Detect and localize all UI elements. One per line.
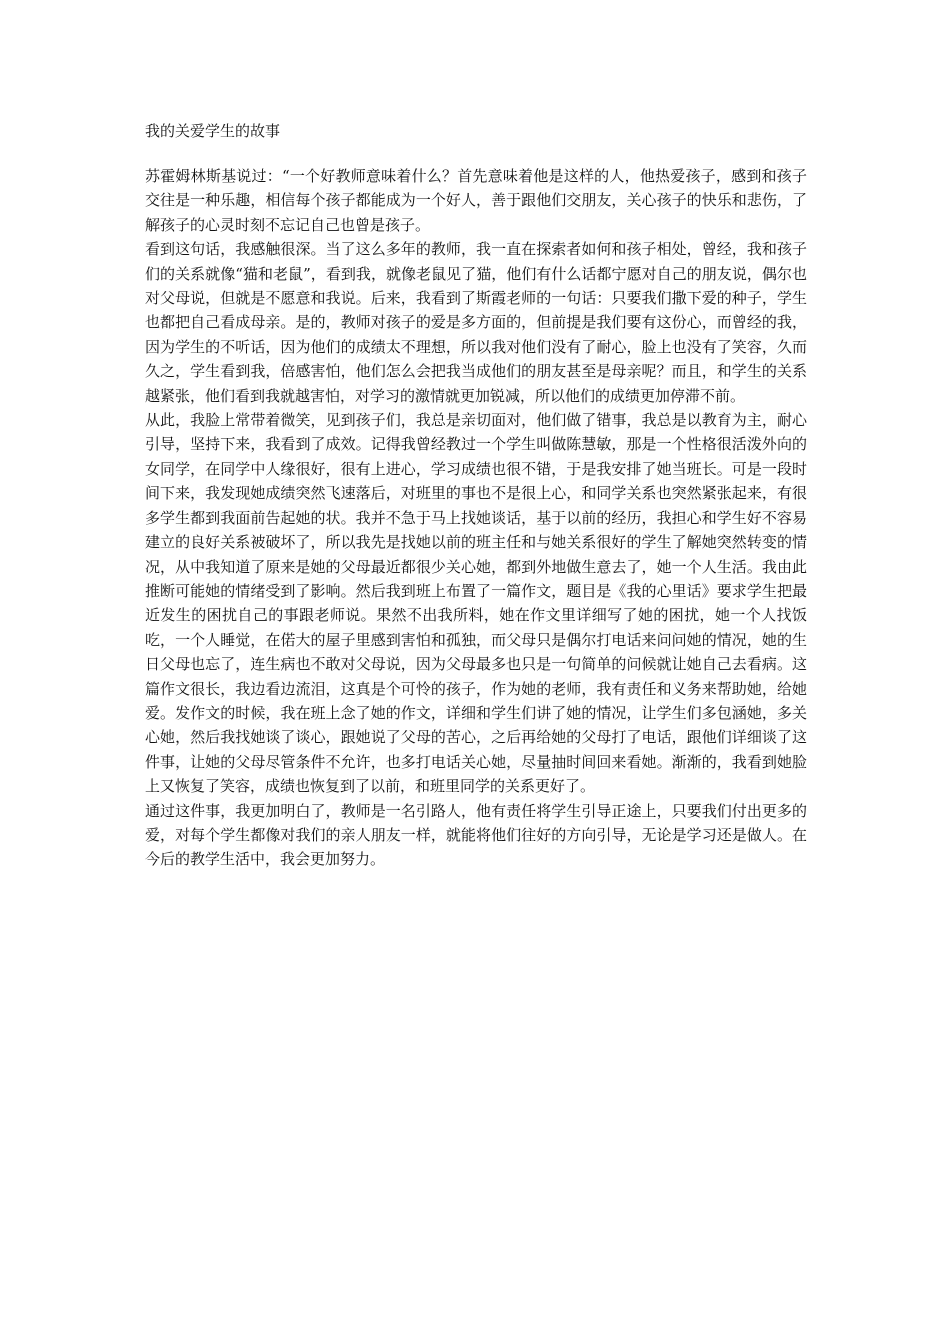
document-title: 我的关爱学生的故事 <box>145 122 281 140</box>
paragraph-story: 从此，我脸上常带着微笑，见到孩子们，我总是亲切面对，他们做了错事，我总是以教育为主，耐心引导，坚持下来，我看到了成效。记得我曾经教过一个学生叫做陈慧敏，那是一个性格很活泼外向的女同学，在同学中人缘很好，很有上进心，学习成绩也很不错，于是我安排了她当班长。可是一段时间下来，我发现她成绩突然飞速落后，对班里的事也不是很上心，和同学关系也突然紧张起来，有很多学生都到我面前告起她的状。我并不急于马上找她谈话，基于以前的经历，我担心和学生好不容易建立的良好关系被破坏了，所以我先是找她以前的班主任和与她关系很好的学生了解她突然转变的情况，从中我知道了原来是她的父母最近都很少关心她，都到外地做生意去了，她一个人生活。我由此推断可能她的情绪受到了影响。然后我到班上布置了一篇作文，题目是《我的心里话》要求学生把最近发生的困扰自己的事跟老师说。果然不出我所料，她在作文里详细写了她的困扰，她一个人找饭吃，一个人睡觉，在偌大的屋子里感到害怕和孤独，而父母只是偶尔打电话来问问她的情况，她的生日父母也忘了，连生病也不敢对父母说，因为父母最多也只是一句简单的问候就让她自己去看病。这篇作文很长，我边看边流泪，这真是个可怜的孩子，作为她的老师，我有责任和义务来帮助她，给她爱。发作文的时候，我在班上念了她的作文，详细和学生们讲了她的情况，让学生们多包涵她，多关心她，然后我找她谈了谈心，跟她说了父母的苦心，之后再给她的父母打了电话，跟他们详细谈了这件事，让她的父母尽管条件不允许，也多打电话关心她，尽量抽时间回来看她。渐渐的，我看到她脸上又恢复了笑容，成绩也恢复到了以前，和班里同学的关系更好了。 <box>145 411 807 796</box>
document-body <box>145 118 807 872</box>
paragraph-reflection: 看到这句话，我感触很深。当了这么多年的教师，我一直在探索者如何和孩子相处，曾经，我和孩子们的关系就像“猫和老鼠”，看到我，就像老鼠见了猫，他们有什么话都宁愿对自己的朋友说，偶尔也对父母说，但就是不愿意和我说。后来，我看到了斯霞老师的一句话：只要我们撒下爱的种子，学生也都把自己看成母亲。是的，教师对孩子的爱是多方面的，但前提是我们要有这份心，而曾经的我，因为学生的不听话，因为他们的成绩太不理想，所以我对他们没有了耐心，脸上也没有了笑容，久而久之，学生看到我，倍感害怕，他们怎么会把我当成他们的朋友甚至是母亲呢？而且，和学生的关系越紧张，他们看到我就越害怕，对学习的激情就更加锐减，所以他们的成绩更加停滞不前。 <box>145 240 807 405</box>
paragraph-conclusion: 通过这件事，我更加明白了，教师是一名引路人，他有责任将学生引导正途上，只要我们付出更多的爱，对每个学生都像对我们的亲人朋友一样，就能将他们往好的方向引导，无论是学习还是做人。在今后的教学生活中，我会更加努力。 <box>145 801 807 869</box>
paragraph-quote: 苏霍姆林斯基说过：“一个好教师意味着什么？首先意味着他是这样的人，他热爱孩子，感到和孩子交往是一种乐趣，相信每个孩子都能成为一个好人，善于跟他们交朋友，关心孩子的快乐和悲伤，了解孩子的心灵时刻不忘记自己也曾是孩子。 <box>145 167 807 234</box>
